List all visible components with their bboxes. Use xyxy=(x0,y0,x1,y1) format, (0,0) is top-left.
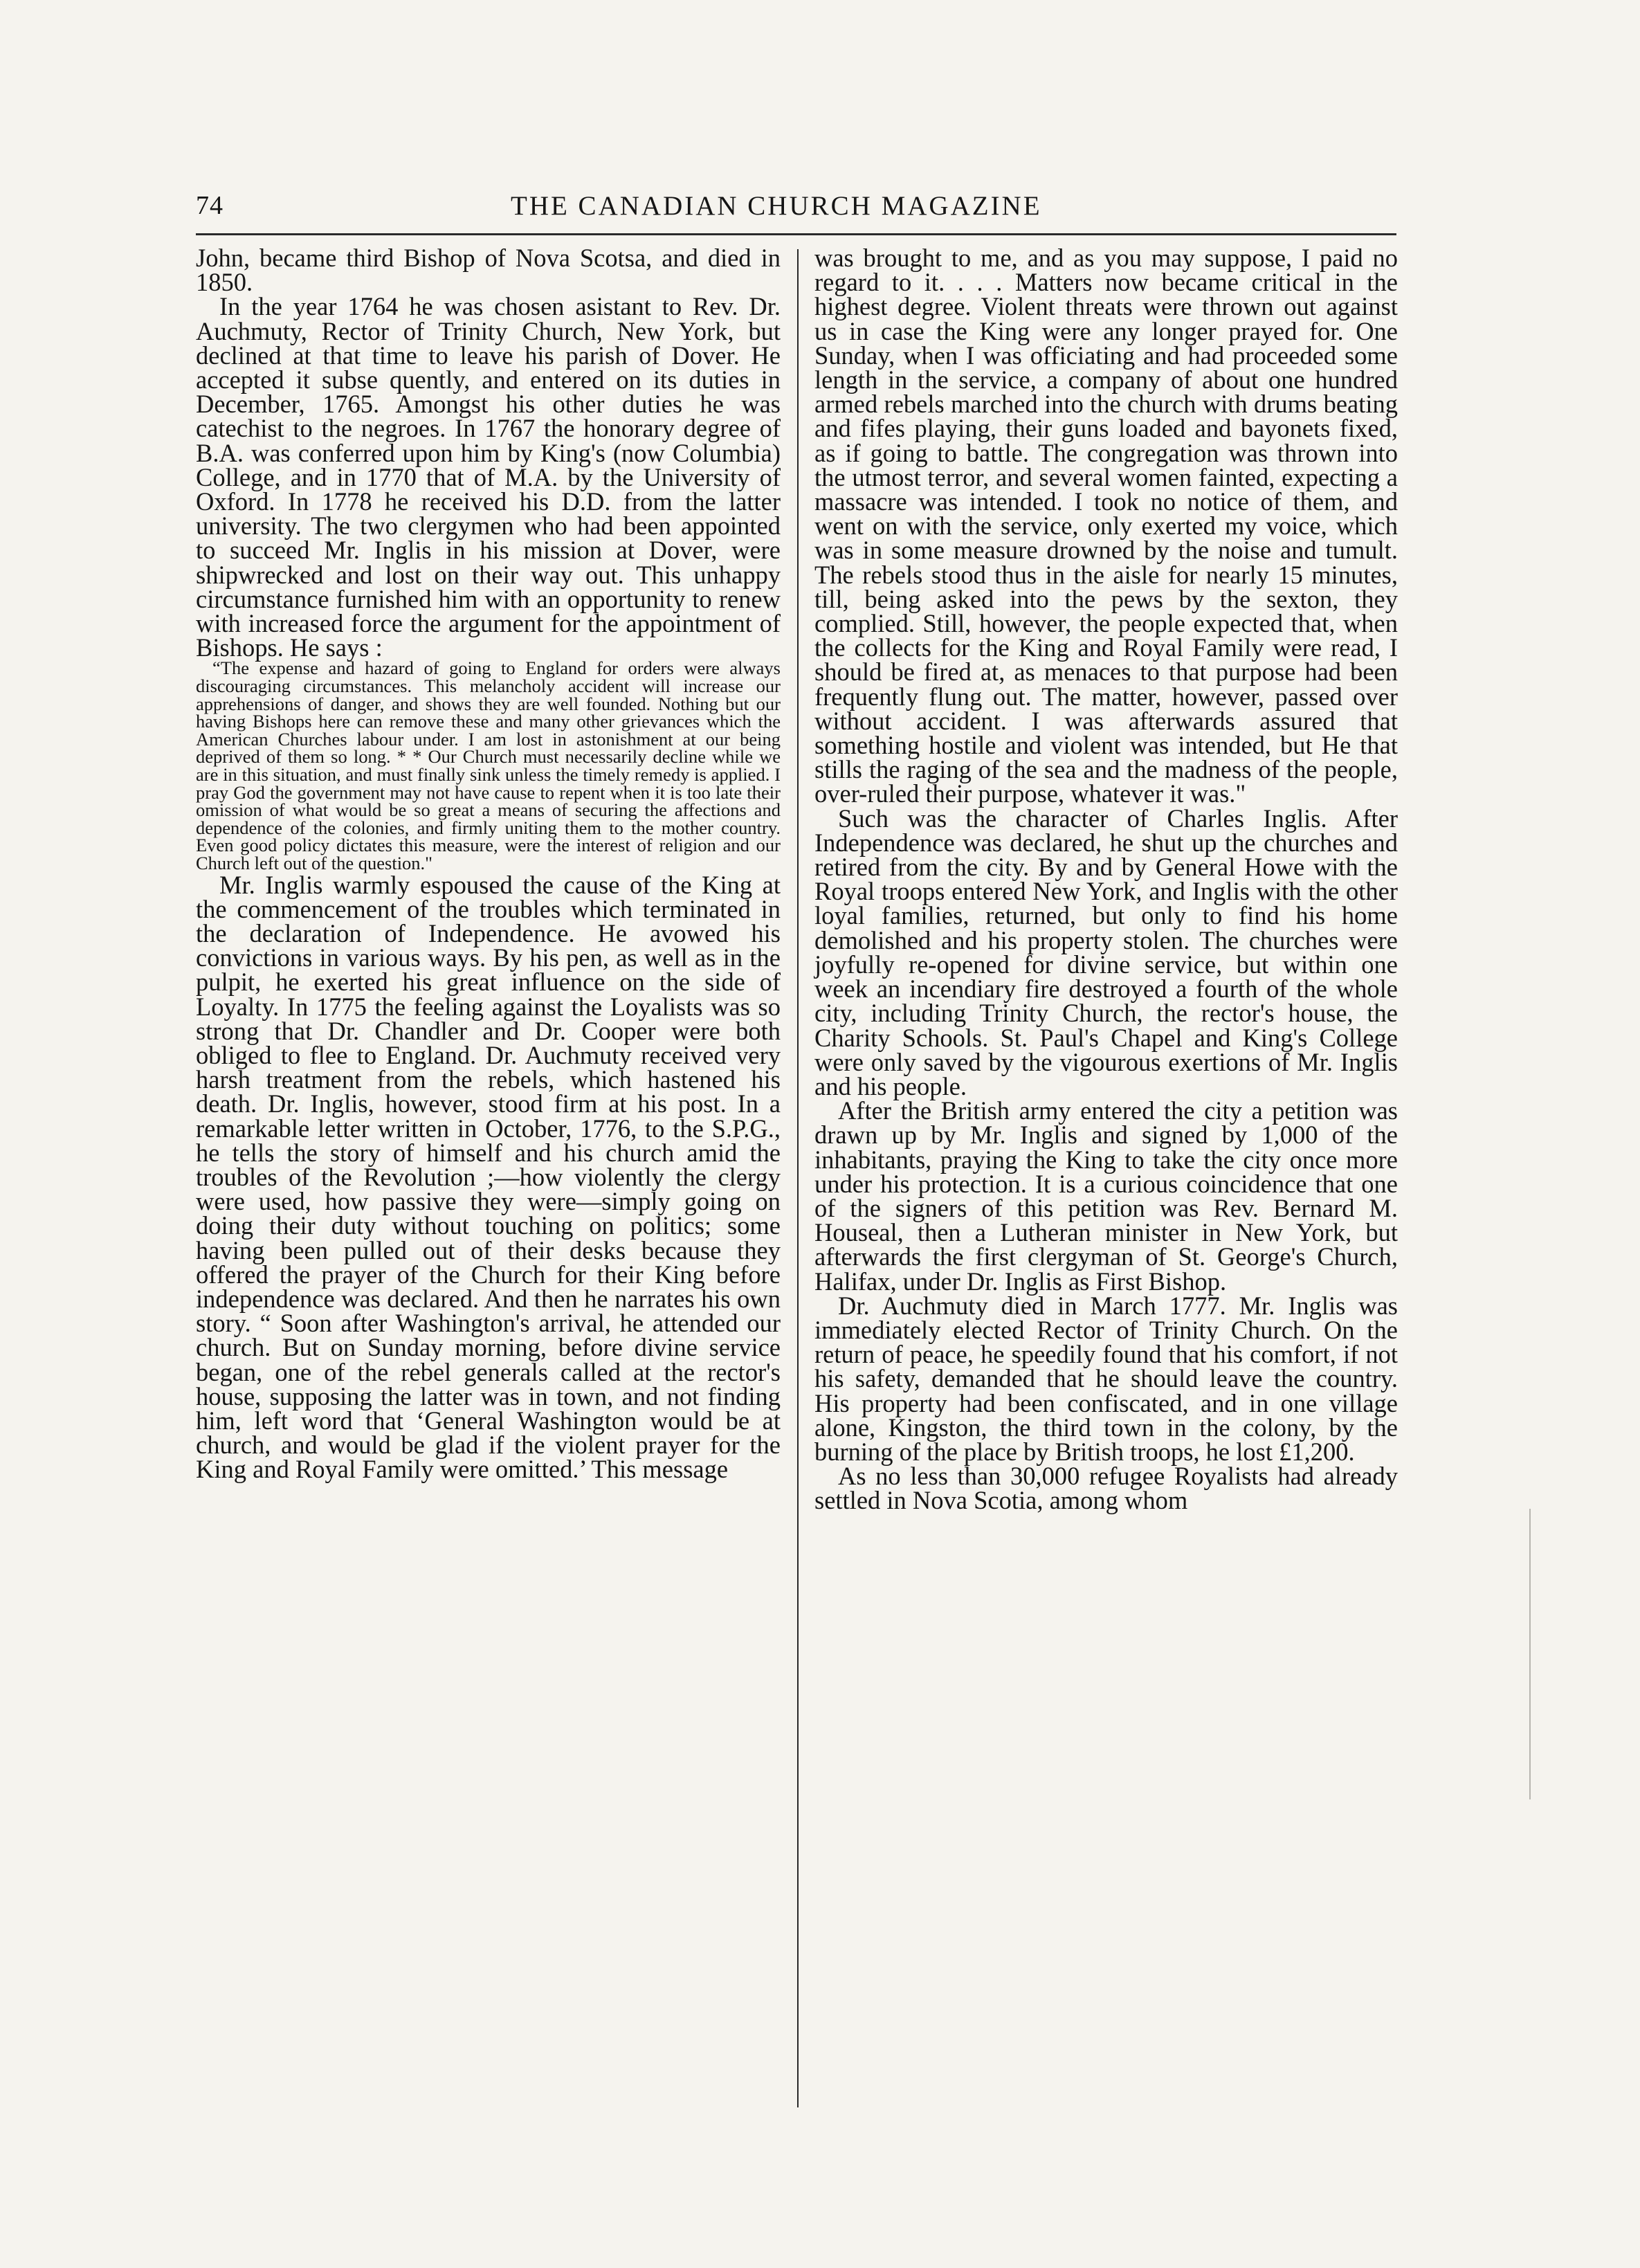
right-column xyxy=(814,246,1398,1513)
paragraph: In the year 1764 he was chosen asistant to Rev. Dr. Auchmuty, Rector of Trinity Church, New York, but declined at that time to leave his parish of Dover. He accepted it subse quently, and entered on its duties in December, 1765. Amongst his other duties he was catechist to the negroes. In 1767 the honorary degree of B.A. was conferred upon him by King's (now Columbia) College, and in 1770 that of M.A. by the University of Oxford. In 1778 he received his D.D. from the latter university. The two clergymen who had been appointed to succeed Mr. Inglis in his mission at Dover, were shipwrecked and lost on their way out. This unhappy circumstance furnished him with an opportunity to renew with increased force the argument for the appointment of Bishops. He says : xyxy=(196,292,781,662)
paragraph: Mr. Inglis warmly espoused the cause of the King at the commencement of the troubles which terminated in the declaration of Independence. He avowed his convictions in various ways. By his pen, as well as in the pulpit, he exerted his great influence on the side of Loyalty. In 1775 the feeling against the Loyalists was so strong that Dr. Chandler and Dr. Cooper were both obliged to flee to England. Dr. Auchmuty received very harsh treatment from the rebels, which hastened his death. Dr. Inglis, however, stood firm at his post. In a remarkable letter written in October, 1776, to the S.P.G., he tells the story of himself and his church amid the troubles of the Revolution ;—how violently the clergy were used, how passive they were—simply going on doing their duty without touching on politics; some having been pulled out of their desks because they offered the prayer of the Church for their King before independence was declared. And then he narrates his own story. “ Soon after Washington's arrival, he attended our church. But on Sunday morning, before divine service began, one of the rebel generals called at the rector's house, supposing the latter was in town, and not finding him, left word that ‘General Washington would be at church, and would be glad if the violent prayer for the King and Royal Family were omitted.’ This message xyxy=(196,870,781,1484)
header-rule xyxy=(196,233,1396,235)
paragraph-continued: John, became third Bishop of Nova Scotsa, and died in 1850. xyxy=(196,244,781,297)
running-title: THE CANADIAN CHURCH MAGAZINE xyxy=(511,191,1042,221)
page-number: 74 xyxy=(196,191,224,220)
column-divider xyxy=(797,249,799,2107)
page-header xyxy=(196,190,1396,232)
paragraph: Dr. Auchmuty died in March 1777. Mr. Inglis was immediately elected Rector of Trinity Church. On the return of peace, he speedily found that his comfort, if not his safety, demanded that he should leave the country. His property had been confiscated, and in one village alone, Kingston, the third town in the colony, by the burning of the place by British troops, he lost £1,200. xyxy=(814,1291,1398,1466)
block-quote: “The expense and hazard of going to England for orders were always discouraging circumstances. This melancholy accident will increase our apprehensions of danger, and shows they are well founded. Nothing but our having Bishops here can remove these and many other grievances which the American Churches labour under. I am lost in astonishment at our being deprived of them so long. * * Our Church must necessarily decline while we are in this situation, and must finally sink unless the timely remedy is applied. I pray God the government may not have cause to repent when it is too late their omission of what would be so great a means of securing the affections and dependence of the colonies, and firmly uniting them to the mother country. Even good policy dictates this measure, were the interest of religion and our Church left out of the question." xyxy=(196,657,781,873)
paragraph-continued: was brought to me, and as you may suppose, I paid no regard to it. . . . Matters now became critical in the highest degree. Violent threats were thrown out against us in case the King were any longer prayed for. One Sunday, when I was officiating and had proceeded some length in the service, a company of about one hundred armed rebels marched into the church with drums beating and fifes playing, their guns loaded and bayonets fixed, as if going to battle. The congregation was thrown into the utmost terror, and several women fainted, expecting a massacre was intended. I took no notice of them, and went on with the service, only exerted my voice, which was in some measure drowned by the noise and tumult. The rebels stood thus in the aisle for nearly 15 minutes, till, being asked into the pews by the sexton, they complied. Still, however, the people expected that, when the collects for the King and Royal Family were read, I should be fired at, as menaces to that purpose had been frequently flung out. The matter, however, passed over without accident. I was afterwards assured that something hostile and violent was intended, but He that stills the raging of the sea and the madness of the people, over-ruled their purpose, whatever it was." xyxy=(814,244,1398,808)
left-column xyxy=(196,246,781,1482)
paragraph: As no less than 30,000 refugee Royalists had already settled in Nova Scotia, among whom xyxy=(814,1462,1398,1515)
paragraph: Such was the character of Charles Inglis. After Independence was declared, he shut up the churches and retired from the city. By and by General Howe with the Royal troops entered New York, and Inglis with the other loyal families, returned, but only to find his home demolished and his property stolen. The churches were joyfully re-opened for divine service, but within one week an incendiary fire destroyed a fourth of the whole city, including Trinity Church, the rector's house, the Charity Schools. St. Paul's Chapel and King's College were only saved by the vigourous exertions of Mr. Inglis and his people. xyxy=(814,804,1398,1100)
scan-margin-mark xyxy=(1529,1509,1533,1799)
paragraph: After the British army entered the city a petition was drawn up by Mr. Inglis and signed by 1,000 of the inhabitants, praying the King to take the city once more under his protection. It is a curious coincidence that one of the signers of this petition was Rev. Bernard M. Houseal, then a Lutheran minister in New York, but afterwards the first clergyman of St. George's Church, Halifax, under Dr. Inglis as First Bishop. xyxy=(814,1096,1398,1296)
